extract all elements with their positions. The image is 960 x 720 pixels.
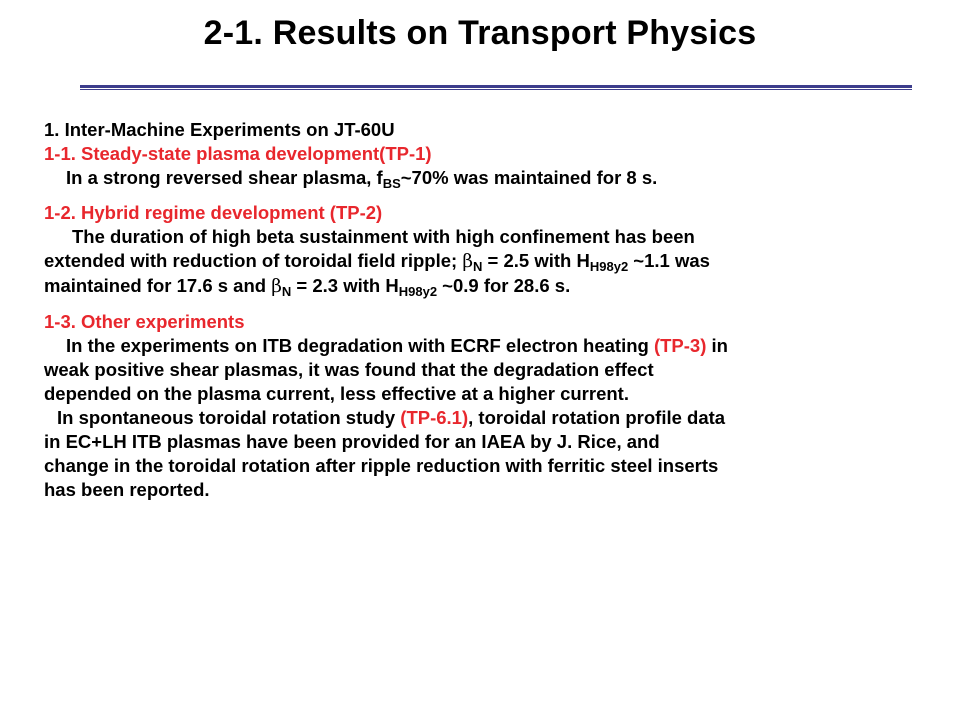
s2-l2-text-b: = 2.5 with H (482, 250, 590, 271)
subsection-1-heading: 1-1. Steady-state plasma development(TP-1) (44, 143, 432, 164)
tag-tp-3: (TP-3) (653, 335, 707, 356)
subsection-3-line-2: weak positive shear plasmas, it was found that the degradation effect (44, 359, 654, 380)
subsection-3-line-6: change in the toroidal rotation after ripple reduction with ferritic steel inserts (44, 455, 719, 476)
subsection-2-line-3 (44, 274, 924, 299)
s2-l3-text-a: maintained for 17.6 s and (44, 275, 272, 296)
subscript-h98y2: H98y2 (589, 259, 629, 274)
s3-l4-text-a: In spontaneous toroidal rotation study (57, 407, 401, 428)
subsection-3-line-3: depended on the plasma current, less effective at a higher current. (44, 383, 629, 404)
subscript-n: N (473, 259, 483, 274)
page-title: 2-1. Results on Transport Physics (203, 14, 757, 52)
subscript-n: N (281, 284, 292, 299)
beta-symbol: β (462, 251, 474, 272)
s3-l4-text-b: , toroidal rotation profile data (468, 407, 726, 428)
section-heading: 1. Inter-Machine Experiments on JT-60U (44, 119, 395, 140)
tag-tp-6-1: (TP-6.1) (400, 407, 469, 428)
s2-l2-text-a: extended with reduction of toroidal field ripple; (44, 250, 463, 271)
s3-l1-text-a: In the experiments on ITB degradation with ECRF electron heating (66, 335, 654, 356)
s3-l1-text-b: in (706, 335, 728, 356)
s2-l3-text-c: ~0.9 for 28.6 s. (437, 275, 571, 296)
subsection-2-line-2 (44, 249, 924, 274)
subsection-3-line-7: has been reported. (44, 479, 210, 500)
subscript-h98y2: H98y2 (398, 284, 438, 299)
slide-body (44, 118, 924, 502)
s2-l2-text-c: ~1.1 was (628, 250, 710, 271)
subsection-3-line-1 (44, 334, 924, 358)
title-divider (80, 85, 912, 90)
s2-l3-text-b: = 2.3 with H (291, 275, 399, 296)
s1-text-a: In a strong reversed shear plasma, f (66, 167, 383, 188)
subsection-3-line-5: in EC+LH ITB plasmas have been provided for an IAEA by J. Rice, and (44, 431, 660, 452)
subsection-2-line-1: The duration of high beta sustainment with high confinement has been (72, 226, 695, 247)
subsection-3-line-4 (44, 406, 924, 430)
s1-text-b: ~70% was maintained for 8 s. (400, 167, 658, 188)
s1-subscript-bs: BS (382, 176, 401, 191)
subsection-1-text (44, 166, 924, 190)
beta-symbol: β (271, 276, 282, 297)
subsection-2-heading: 1-2. Hybrid regime development (TP-2) (44, 202, 383, 223)
subsection-3-heading: 1-3. Other experiments (44, 311, 245, 332)
